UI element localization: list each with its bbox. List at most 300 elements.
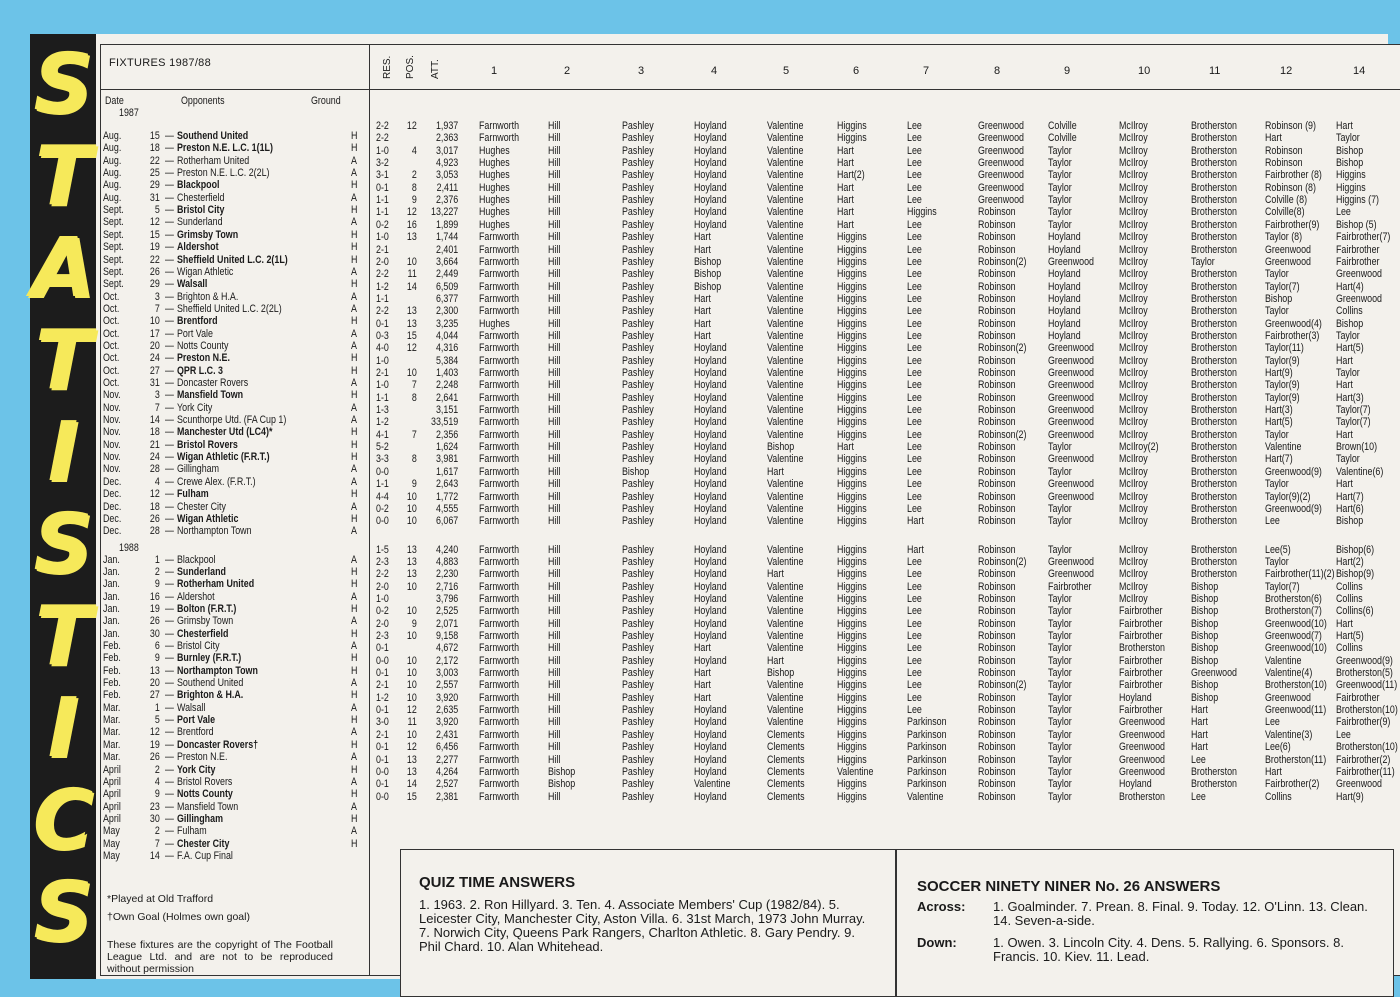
player-name: Pashley xyxy=(622,790,654,803)
fixture-dash: — xyxy=(165,327,174,340)
player-name: Greenwood xyxy=(1048,453,1095,466)
fixture-day: 18 xyxy=(149,500,160,513)
fixture-ground: A xyxy=(351,216,357,229)
fixture-day: 29 xyxy=(149,179,160,192)
attendance: 2,300 xyxy=(435,305,459,318)
fixture-month: Jan. xyxy=(103,553,120,566)
player-name: Valentine xyxy=(767,580,804,593)
player-name: Bishop xyxy=(1336,157,1364,170)
player-name: Lee xyxy=(907,255,922,268)
fixture-month: Aug. xyxy=(103,142,122,155)
player-name: Higgins xyxy=(837,391,867,404)
player-name: Brotherston xyxy=(1191,132,1238,145)
player-name: Higgins xyxy=(837,667,867,680)
player-name: Higgins xyxy=(837,120,867,132)
fixture-ground: H xyxy=(351,228,358,241)
player-name: Hart(9) xyxy=(1336,790,1364,803)
league-position: 10 xyxy=(406,728,417,741)
player-name: Greenwood xyxy=(1048,391,1095,404)
player-name: Brotherston xyxy=(1191,169,1238,182)
player-name: Higgins xyxy=(837,741,867,754)
player-name: Higgins xyxy=(837,654,867,667)
player-name: Robinson xyxy=(978,778,1016,791)
player-name: Hart xyxy=(1265,132,1282,145)
attendance: 6,377 xyxy=(435,292,459,305)
player-name: Pashley xyxy=(622,194,654,207)
fixture-month: Oct. xyxy=(103,352,120,365)
player-name: Valentine xyxy=(767,157,804,170)
player-name: Hart xyxy=(694,329,711,342)
fixture-month: Jan. xyxy=(103,565,120,578)
fixture-month: Nov. xyxy=(103,414,121,427)
player-name: Hart(3) xyxy=(1265,404,1293,417)
player-name: Higgins xyxy=(837,280,867,293)
player-name: Greenwood xyxy=(1048,379,1095,392)
fixture-opponent: Southend United xyxy=(177,677,244,690)
fixture-opponent: Preston N.E. L.C. 1(1L) xyxy=(177,142,273,155)
player-name: Higgins xyxy=(837,416,867,429)
player-name: Robinson xyxy=(978,329,1016,342)
player-name: McIlroy xyxy=(1119,568,1148,581)
answers-box xyxy=(400,849,1394,997)
player-name: Greenwood xyxy=(1048,367,1095,379)
player-name: Hart xyxy=(837,218,854,231)
player-name: Valentine xyxy=(767,543,804,556)
player-name: Robinson xyxy=(978,568,1016,581)
result-score: 0-2 xyxy=(376,502,389,515)
player-name: Hoyland xyxy=(694,515,727,528)
player-name: Taylor xyxy=(1336,453,1360,466)
fixture-dash: — xyxy=(165,488,174,501)
col-header-res: RES. xyxy=(382,55,393,79)
fixture-month: Dec. xyxy=(103,500,122,513)
player-name: Farnworth xyxy=(479,305,520,318)
player-name: Higgins xyxy=(837,354,867,367)
fixture-day: 12 xyxy=(149,216,160,229)
player-name: Bishop xyxy=(767,441,795,454)
fixture-opponent: Grimsby Town xyxy=(177,615,234,628)
player-name: Hill xyxy=(548,478,561,491)
player-name: Greenwood xyxy=(978,181,1025,194)
fixture-day: 24 xyxy=(149,451,160,464)
league-position: 13 xyxy=(406,543,417,556)
player-name: Valentine xyxy=(767,231,804,244)
fixture-month: Oct. xyxy=(103,339,120,352)
player-name: Taylor(7) xyxy=(1265,280,1300,293)
attendance: 4,555 xyxy=(435,502,459,515)
player-name: Hoyland xyxy=(694,716,727,729)
fixture-ground: H xyxy=(351,278,358,291)
player-name: Brotherston xyxy=(1191,543,1238,556)
player-name: Hoyland xyxy=(1119,778,1152,791)
player-name: Fairbrother(3) xyxy=(1265,329,1320,342)
player-name: Robinson xyxy=(978,317,1016,330)
down-answers: 1. Owen. 3. Lincoln City. 4. Dens. 5. Rallying. 6. Sponsors. 8. Francis. 10. Kiev. 11. Lead. xyxy=(993,935,1344,964)
player-name: Robinson xyxy=(978,231,1016,244)
player-name: Clements xyxy=(767,741,805,754)
player-name: Hill xyxy=(548,181,561,194)
player-name: Hart xyxy=(694,231,711,244)
player-name: McIlroy xyxy=(1119,181,1148,194)
fixture-dash: — xyxy=(165,377,174,389)
player-name: Higgins xyxy=(837,691,867,704)
player-name: Valentine xyxy=(767,144,804,157)
player-name: Taylor xyxy=(1048,716,1072,729)
fixture-opponent: Port Vale xyxy=(177,714,216,727)
player-name: Greenwood(10) xyxy=(1265,617,1327,630)
attendance: 2,248 xyxy=(435,379,459,392)
league-position: 12 xyxy=(406,741,417,754)
player-name: Pashley xyxy=(622,268,654,281)
player-name: Farnworth xyxy=(479,132,520,145)
player-name: Robinson xyxy=(978,617,1016,630)
player-name: Greenwood xyxy=(1336,778,1383,791)
player-name: Pashley xyxy=(622,342,654,355)
fixture-dash: — xyxy=(165,451,174,464)
player-name: Brotherston xyxy=(1191,379,1238,392)
player-name: Hill xyxy=(548,453,561,466)
player-name: Valentine xyxy=(767,268,804,281)
player-name: Valentine xyxy=(767,317,804,330)
player-name: Lee xyxy=(907,342,922,355)
fixture-month: Dec. xyxy=(103,475,122,488)
result-score: 1-1 xyxy=(376,391,389,404)
player-name: McIlroy xyxy=(1119,132,1148,145)
fixture-opponent: Burnley (F.R.T.) xyxy=(177,652,242,665)
fixture-ground: H xyxy=(351,315,358,328)
player-name: Robinson(2) xyxy=(978,342,1027,355)
player-name: Hart xyxy=(694,679,711,692)
player-name: Bishop xyxy=(622,465,650,478)
player-name: Hoyland xyxy=(694,157,727,170)
player-name: Greenwood xyxy=(1265,243,1312,256)
player-name: Pashley xyxy=(622,379,654,392)
player-name: Pashley xyxy=(622,169,654,182)
player-name: Fairbrother xyxy=(1119,654,1163,667)
player-name: Greenwood(11) xyxy=(1265,704,1327,717)
player-name: Fairbrother xyxy=(1119,679,1163,692)
player-name: Hughes xyxy=(479,144,510,157)
player-name: Collins(6) xyxy=(1336,605,1374,618)
player-name: Pashley xyxy=(622,453,654,466)
player-name: Robinson xyxy=(978,391,1016,404)
player-name: Hill xyxy=(548,169,561,182)
player-name: Farnworth xyxy=(479,778,520,791)
fixture-day: 7 xyxy=(154,401,160,414)
player-name: Hart xyxy=(767,465,784,478)
player-name: Brotherston xyxy=(1119,642,1166,655)
player-name: Bishop xyxy=(1336,515,1364,528)
result-score: 2-2 xyxy=(376,132,389,145)
player-name: Hart xyxy=(1336,379,1353,392)
player-name: Hart(5) xyxy=(1265,416,1293,429)
attendance: 1,624 xyxy=(435,441,459,454)
player-name: Higgins xyxy=(837,778,867,791)
fixture-ground: A xyxy=(351,167,357,180)
player-name: Pashley xyxy=(622,280,654,293)
fixture-day: 6 xyxy=(154,640,160,652)
league-position: 10 xyxy=(406,255,417,268)
player-name: Robinson xyxy=(978,292,1016,305)
attendance: 33,519 xyxy=(431,416,459,429)
fixture-ground: A xyxy=(351,500,357,513)
fixture-opponent: Mansfield Town xyxy=(177,389,244,402)
player-name: Higgins xyxy=(837,543,867,556)
player-name: Hoyland xyxy=(694,502,727,515)
fixture-dash: — xyxy=(165,553,174,566)
player-name: Taylor xyxy=(1048,691,1072,704)
attendance: 2,643 xyxy=(435,478,459,491)
player-name: Brotherston xyxy=(1191,453,1238,466)
fixture-month: Jan. xyxy=(103,602,120,615)
fixture-month: Nov. xyxy=(103,438,121,451)
player-name: Brotherston xyxy=(1191,568,1238,581)
player-name: Higgins xyxy=(837,704,867,717)
player-name: Taylor xyxy=(1048,753,1072,766)
fixture-dash: — xyxy=(165,627,174,640)
fixture-day: 9 xyxy=(154,788,160,801)
player-name: Farnworth xyxy=(479,367,520,379)
player-name: Farnworth xyxy=(479,391,520,404)
player-name: Hoyland xyxy=(694,617,727,630)
player-name: Taylor xyxy=(1048,144,1072,157)
fixture-ground: H xyxy=(351,204,358,217)
fixture-ground: H xyxy=(351,652,358,665)
player-name: Lee(5) xyxy=(1265,543,1291,556)
result-score: 3-3 xyxy=(376,453,389,466)
player-name: Pashley xyxy=(622,231,654,244)
fixture-opponent: York City xyxy=(177,763,216,776)
attendance: 2,411 xyxy=(436,181,459,194)
player-name: Hart xyxy=(694,642,711,655)
fixture-opponent: Southend United xyxy=(177,130,249,142)
player-name: Farnworth xyxy=(479,592,520,605)
player-name: Higgins xyxy=(837,502,867,515)
player-name: Robinson xyxy=(978,605,1016,618)
player-name: Lee xyxy=(907,679,922,692)
player-name: Hart xyxy=(1265,765,1282,778)
player-name: Hoyland xyxy=(694,790,727,803)
fixture-month: April xyxy=(103,812,121,825)
player-name: Higgins xyxy=(837,317,867,330)
player-name: Hart(2) xyxy=(1336,555,1364,568)
fixture-dash: — xyxy=(165,167,174,180)
player-name: Robinson xyxy=(978,728,1016,741)
player-name: Pashley xyxy=(622,490,654,503)
fixture-dash: — xyxy=(165,615,174,628)
fixture-ground: A xyxy=(351,800,357,813)
col-header-player: 4 xyxy=(711,65,718,77)
player-name: Farnworth xyxy=(479,765,520,778)
player-name: Brotherston xyxy=(1191,144,1238,157)
fixture-ground: H xyxy=(351,488,358,501)
attendance: 3,235 xyxy=(435,317,459,330)
player-name: Taylor xyxy=(1048,218,1072,231)
fixture-ground: A xyxy=(351,191,357,204)
player-name: Taylor xyxy=(1265,305,1289,318)
player-name: Higgins xyxy=(837,592,867,605)
player-name: Valentine xyxy=(767,379,804,392)
player-name: Hart(6) xyxy=(1336,502,1364,515)
player-name: Bishop xyxy=(1191,642,1219,655)
fixture-ground: H xyxy=(351,565,358,578)
player-name: Brotherston(5) xyxy=(1336,667,1393,680)
result-score: 3-1 xyxy=(376,169,389,182)
fixture-day: 19 xyxy=(149,602,160,615)
attendance: 4,044 xyxy=(435,329,459,342)
player-name: Taylor xyxy=(1048,543,1072,556)
player-name: Valentine xyxy=(767,329,804,342)
result-score: 0-1 xyxy=(376,778,389,791)
fixture-dash: — xyxy=(165,837,174,850)
attendance: 4,923 xyxy=(435,157,459,170)
player-name: Farnworth xyxy=(479,741,520,754)
player-name: Greenwood xyxy=(1048,490,1095,503)
player-name: Hill xyxy=(548,728,561,741)
fixture-dash: — xyxy=(165,352,174,365)
fixture-day: 24 xyxy=(149,352,160,365)
player-name: Colville(8) xyxy=(1265,206,1305,219)
fixture-month: Aug. xyxy=(103,167,122,180)
fixture-opponent: Grimsby Town xyxy=(177,228,239,241)
year-1987-label: 1987 xyxy=(119,107,139,119)
player-name: McIlroy xyxy=(1119,329,1148,342)
attendance: 2,527 xyxy=(435,778,459,791)
attendance: 1,772 xyxy=(435,490,459,503)
attendance: 2,172 xyxy=(435,654,459,667)
player-name: Pashley xyxy=(622,292,654,305)
player-name: Bishop xyxy=(1191,605,1219,618)
player-name: Bishop xyxy=(1191,580,1219,593)
player-name: Lee xyxy=(907,502,922,515)
league-position: 10 xyxy=(406,691,417,704)
fixture-month: April xyxy=(103,788,121,801)
player-name: Farnworth xyxy=(479,617,520,630)
fixture-month: May xyxy=(103,849,120,862)
player-name: Fairbrother(11) xyxy=(1336,765,1395,778)
fixture-opponent: Bristol Rovers xyxy=(177,438,238,451)
player-name: Brotherston xyxy=(1191,478,1238,491)
player-name: Pashley xyxy=(622,305,654,318)
fixture-opponent: Doncaster Rovers xyxy=(177,377,249,389)
attendance: 2,277 xyxy=(435,753,459,766)
player-name: Hoyland xyxy=(1048,329,1081,342)
player-name: McIlroy xyxy=(1119,379,1148,392)
fixture-ground: A xyxy=(351,615,357,628)
fixture-month: Sept. xyxy=(103,278,124,291)
fixture-opponent: Rotherham United xyxy=(177,154,250,167)
attendance: 2,557 xyxy=(435,679,459,692)
result-score: 1-1 xyxy=(376,194,389,207)
player-name: Collins xyxy=(1336,592,1363,605)
fixture-month: Oct. xyxy=(103,364,120,377)
player-name: Valentine xyxy=(767,716,804,729)
fixture-month: Feb. xyxy=(103,689,121,702)
league-position: 8 xyxy=(411,391,417,404)
player-name: Taylor xyxy=(1048,157,1072,170)
player-name: Lee xyxy=(907,144,922,157)
copyright-note: These fixtures are the copyright of The Football League Ltd. and are not to be reproduced without permission xyxy=(107,939,333,975)
fixture-opponent: Brighton & H.A. xyxy=(177,290,239,303)
player-name: McIlroy xyxy=(1119,592,1148,605)
player-name: Pashley xyxy=(622,592,654,605)
player-name: Robinson xyxy=(978,790,1016,803)
player-name: McIlroy xyxy=(1119,478,1148,491)
player-name: Brotherston xyxy=(1191,305,1238,318)
player-name: Taylor xyxy=(1048,704,1072,717)
fixture-day: 7 xyxy=(154,837,160,850)
player-name: Farnworth xyxy=(479,515,520,528)
player-name: Hoyland xyxy=(694,428,727,441)
fixture-month: Jan. xyxy=(103,615,120,628)
player-name: Taylor xyxy=(1191,255,1215,268)
player-name: Hart xyxy=(907,543,924,556)
player-name: Hoyland xyxy=(694,478,727,491)
player-name: Hart xyxy=(837,206,854,219)
col-header-pos: POS. xyxy=(405,55,416,79)
player-name: Valentine xyxy=(767,305,804,318)
player-name: Lee xyxy=(907,490,922,503)
player-name: Bishop xyxy=(1191,630,1219,642)
player-name: Robinson xyxy=(978,354,1016,367)
col-header-player: 14 xyxy=(1353,65,1366,77)
league-position: 12 xyxy=(406,704,417,717)
player-name: Hill xyxy=(548,367,561,379)
player-name: Robinson(2) xyxy=(978,255,1027,268)
fixture-opponent: Gillingham xyxy=(177,463,220,476)
player-name: Farnworth xyxy=(479,428,520,441)
fixture-opponent: Bristol City xyxy=(177,640,220,652)
player-name: Pashley xyxy=(622,181,654,194)
attendance: 1,617 xyxy=(435,465,459,478)
player-name: Hill xyxy=(548,716,561,729)
player-name: Hoyland xyxy=(694,441,727,454)
player-name: Greenwood xyxy=(978,157,1025,170)
player-name: Valentine xyxy=(767,194,804,207)
fixture-month: Oct. xyxy=(103,302,120,315)
league-position: 10 xyxy=(406,367,417,379)
player-name: Clements xyxy=(767,753,805,766)
fixture-opponent: Northampton Town xyxy=(177,525,252,538)
player-name: Brotherston xyxy=(1191,292,1238,305)
fixture-day: 28 xyxy=(149,525,160,538)
fixture-day: 26 xyxy=(149,615,160,628)
player-name: Bishop xyxy=(767,667,795,680)
player-name: Greenwood xyxy=(1048,354,1095,367)
player-name: Brotherston xyxy=(1191,243,1238,256)
fixture-ground: H xyxy=(351,389,358,402)
player-name: Hughes xyxy=(479,169,510,182)
fixture-opponent: Notts County xyxy=(177,788,233,801)
player-name: Pashley xyxy=(622,428,654,441)
player-name: Lee xyxy=(907,367,922,379)
fixture-month: Aug. xyxy=(103,130,122,142)
player-name: Farnworth xyxy=(479,580,520,593)
player-name: Hill xyxy=(548,441,561,454)
player-name: Hill xyxy=(548,218,561,231)
fixture-opponent: Notts County xyxy=(177,339,229,352)
player-name: Brotherston xyxy=(1191,231,1238,244)
player-name: Lee xyxy=(907,157,922,170)
fixture-dash: — xyxy=(165,812,174,825)
player-name: Hill xyxy=(548,654,561,667)
attendance: 6,509 xyxy=(435,280,459,293)
player-name: Pashley xyxy=(622,568,654,581)
player-name: Valentine xyxy=(767,592,804,605)
player-name: Lee xyxy=(907,379,922,392)
player-name: Fairbrother(9) xyxy=(1336,716,1391,729)
player-name: Taylor xyxy=(1048,605,1072,618)
